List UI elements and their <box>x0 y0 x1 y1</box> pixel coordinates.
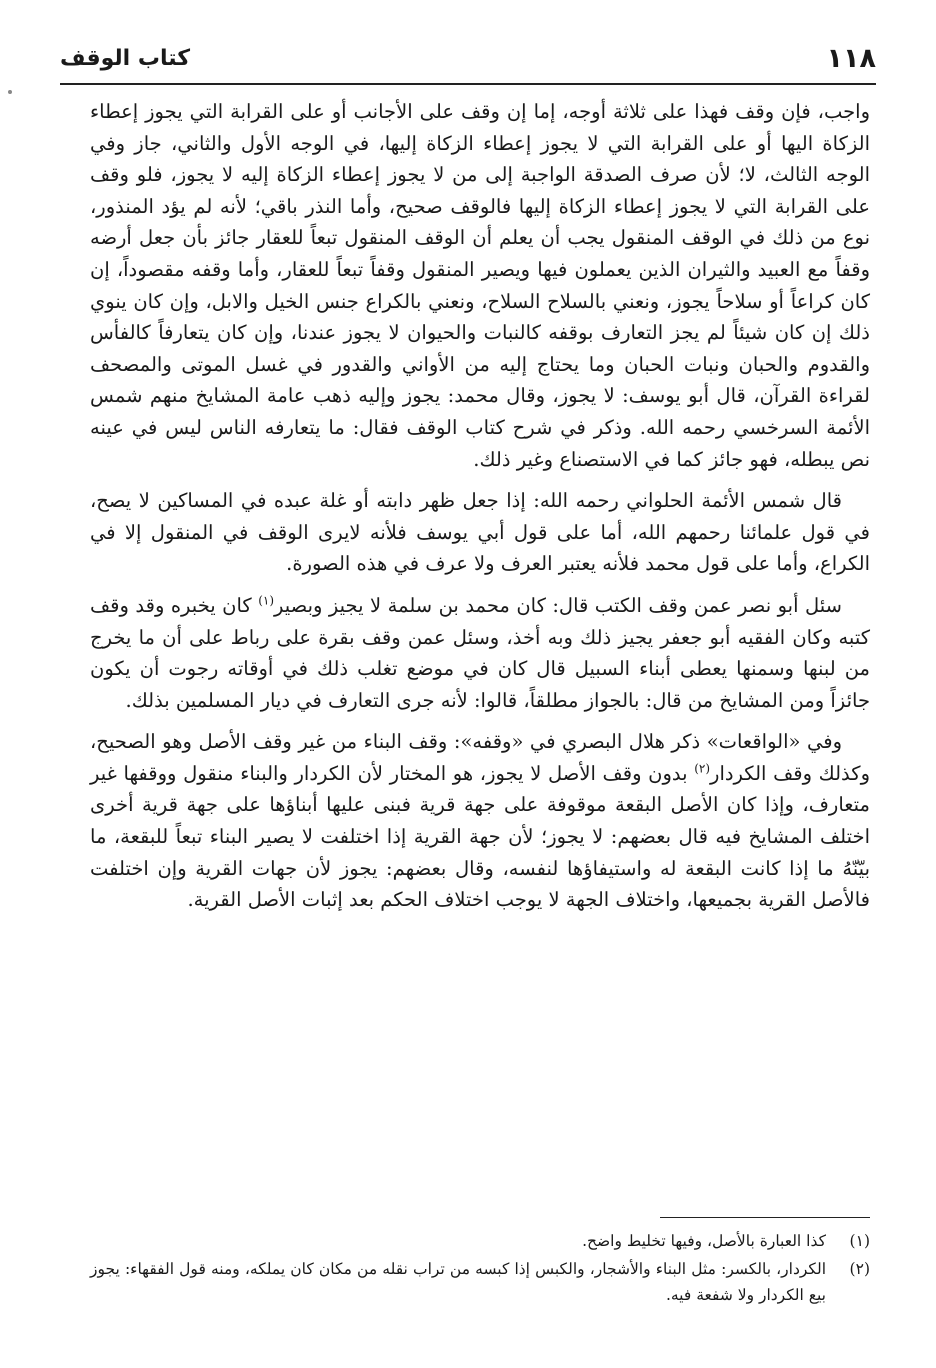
paragraph-4-text-a: وفي «الواقعات» ذكر هلال البصري في «وقفه»: وقف البناء من غير وقف الأصل وهو الصحيح، وكذلك وقف الكردار <box>90 730 870 785</box>
footnote-number: (٢) <box>849 1260 870 1278</box>
paragraph-3 <box>90 590 870 716</box>
paragraph-3-text-b: كان يخبره وقد وقف كتبه وكان الفقيه أبو جعفر يجيز ذلك وبه أخذ، وسئل عمن وقف بقرة على رباط على أن ما يخرج من لبنها وسمنها يعطى أبناء السبيل قال كان في موضع تغلب ذلك في أوقاته رجوت أن يكون جائزاً ومن المشايخ من قال: بالجواز مطلقاً، قالوا: لأنه جرى التعارف في ديار المسلمين بذلك. <box>90 593 870 712</box>
footnote-ref-1[interactable]: (١) <box>258 593 275 608</box>
page-number: ١١٨ <box>826 42 876 74</box>
footnote-text: الكردار، بالكسر: مثل البناء والأشجار، والكبس إذا كبسه من تراب نقله من مكان كان يملكه، ومنه قول الفقهاء: يجوز بيع الكردار ولا شفعة فيه. <box>90 1260 826 1304</box>
main-text <box>90 96 870 926</box>
running-title: كتاب الوقف <box>60 45 191 71</box>
scan-speck <box>8 90 12 94</box>
paragraph-4-text-b: بدون وقف الأصل لا يجوز، هو المختار لأن الكردار والبناء منقول ووقفها غير متعارف، وإذا كان الأصل البقعة موقوفة على جهة قرية فبنى عليها أبناؤها على جهة قرية أخرى اختلف المشايخ فيه قال بعضهم: لا يجوز؛ لأن جهة القرية إذا اختلفت لا يصير البناء تبعاً للبقعة، ما بيّنّهُ ما إذا كانت البقعة له واستيفاؤها لنفسه، وقال بعضهم: يجوز لأن جهات القرية وإن اختلفت فالأصل القرية بجميعها، واختلاف الجهة لا يوجب اختلاف الحكم بعد إثبات الأصل القرية. <box>90 761 870 912</box>
paragraph-4 <box>90 726 870 916</box>
footnote-1 <box>90 1228 870 1254</box>
footnote-number: (١) <box>849 1232 870 1250</box>
footnotes <box>90 1228 870 1310</box>
footnote-rule <box>660 1217 870 1218</box>
page-header <box>60 38 876 78</box>
footnote-text: كذا العبارة بالأصل، وفيها تخليط واضح. <box>582 1232 826 1250</box>
header-rule <box>60 83 876 85</box>
footnote-ref-2[interactable]: (٢) <box>694 761 711 776</box>
paragraph-2: قال شمس الأئمة الحلواني رحمه الله: إذا جعل ظهر دابته أو غلة عبده في المساكين لا يصح، في قول علمائنا رحمهم الله، أما على قول أبي يوسف فلأنه لايرى الوقف في المنقول إلا في الكراع، وأما على قول محمد فلأنه يعتبر العرف ولا عرف في هذه الصورة. <box>90 489 870 576</box>
paragraph-3-text-a: سئل أبو نصر عمن وقف الكتب قال: كان محمد بن سلمة لا يجيز وبصير <box>274 593 842 617</box>
paragraph-1: واجب، فإن وقف فهذا على ثلاثة أوجه، إما إن وقف على الأجانب أو على القرابة التي يجوز إعطاء الزكاة اليها أو على القرابة التي لا يجوز إعطاء الزكاة إليها، في الوجه الأول والثاني، جاز وفي الوجه الثالث، لا؛ لأن صرف الصدقة الواجبة إلى من لا يجوز إعطاء الزكاة إليه لا يجوز، فلو وقف على القرابة التي لا يجوز إعطاء الزكاة إليها فالوقف صحيح، وأما النذر باقي؛ لأنه لم يؤد المنذور، نوع من ذلك في الوقف المنقول يجب أن يعلم أن الوقف المنقول تبعاً للعقار جائز بأن جعل أرضه وقفاً مع العبيد والثيران الذين يعملون فيها ويصير المنقول وقفاً تبعاً للعقار، وأما وقفه مقصوداً، إن كان كراعاً أو سلاحاً يجوز، ونعني بالسلاح السلاح، ونعني بالكراع جنس الخيل والابل، وإن كان ينوي ذلك إن كان شيئاً لم يجز التعارف بوقفه كالنبات والحيوان لا يجوز عندنا، وإن كان يتعارفاً كالفأس والقدوم والحبان ونبات الحبان وما يحتاج إليه من الأواني والقدور في غسل الموتى والمصحف لقراءة القرآن، قال أبو يوسف: لا يجوز، وقال محمد: يجوز وإليه ذهب عامة المشايخ منهم شمس الأئمة السرخسي رحمه الله. وذكر في شرح كتاب الوقف فقال: ما يتعارفه الناس ليس في عينه نص يبطله، فهو جائز كما في الاستصناع وغير ذلك. <box>90 100 870 471</box>
footnote-2 <box>90 1256 870 1308</box>
